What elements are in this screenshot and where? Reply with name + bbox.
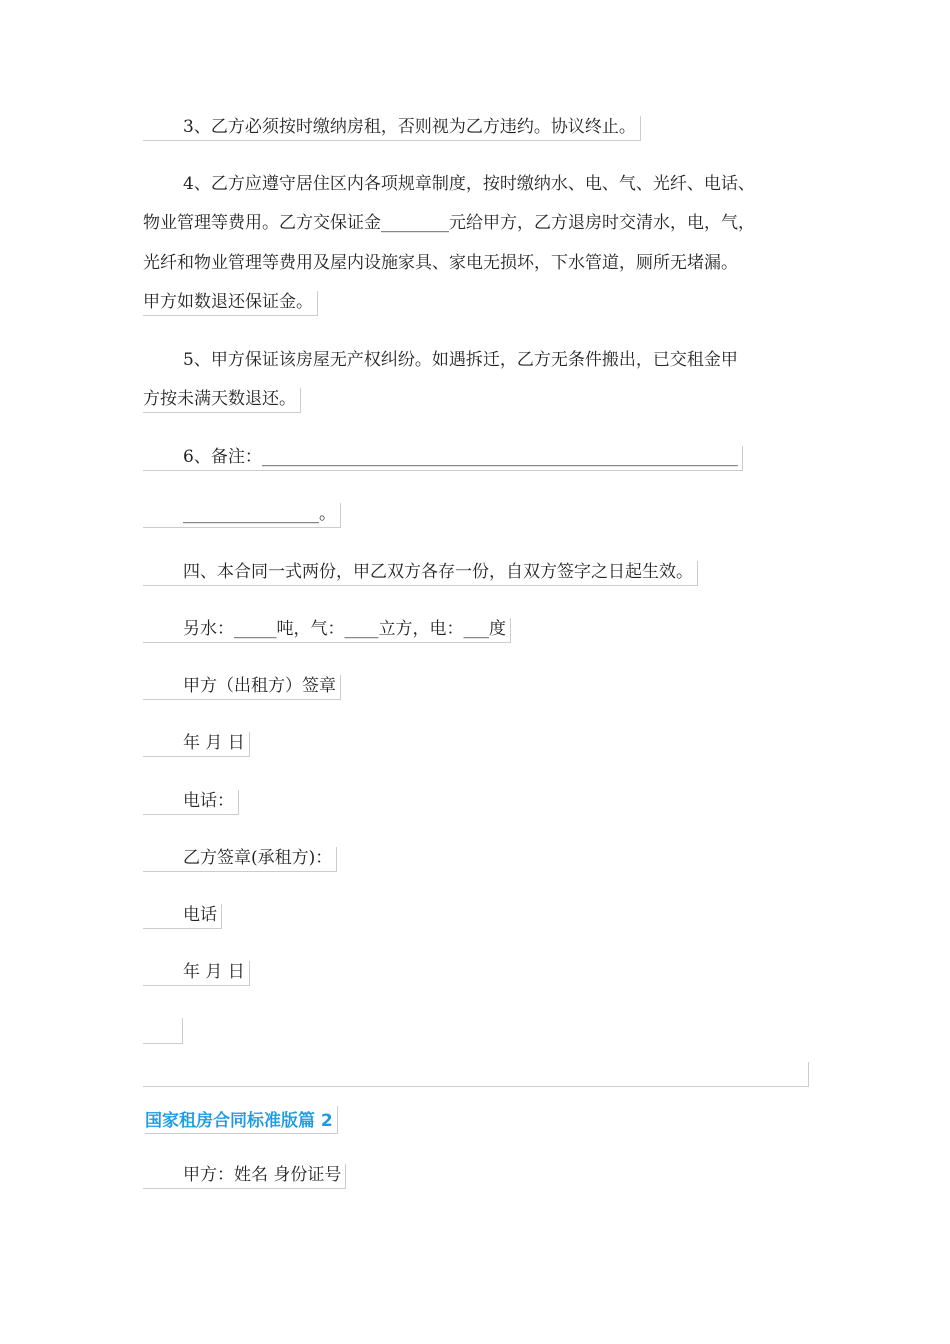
party-b-signature: 乙方签章(承租方)： [143,847,337,872]
clause-4-line-3: 光纤和物业管理等费用及屋内设施家具、家电无损坏，下水管道，厕所无堵漏。 [143,253,738,273]
party-a-signature: 甲方（出租方）签章 [143,675,341,700]
party-a-phone: 电话： [143,790,239,815]
clause-5-line-2: 方按未满天数退还。 [143,388,301,413]
clause-4-line-1: 4、乙方应遵守居住区内各项规章制度，按时缴纳水、电、气、光纤、电话、 [183,174,755,194]
party-a-date: 年 月 日 [143,732,250,757]
clause-copies: 四、本合同一式两份，甲乙双方各存一份，自双方签字之日起生效。 [143,561,698,586]
clause-4-line-4: 甲方如数退还保证金。 [143,291,318,316]
section-divider [143,1062,809,1087]
utility-readings: 另水：_____吨，气：____立方，电：___度 [143,618,511,643]
party-b-phone: 电话 [143,904,222,929]
clause-5-line-1: 5、甲方保证该房屋无产权纠纷。如遇拆迁，乙方无条件搬出，已交租金甲 [183,350,738,370]
section-heading: 国家租房合同标准版篇 2 [145,1106,338,1134]
clause-4-line-2: 物业管理等费用。乙方交保证金________元给甲方，乙方退房时交清水，电，气， [143,213,755,233]
party-a-info: 甲方：姓名 身份证号 [143,1164,346,1189]
empty-paragraph-box [143,1018,183,1044]
clause-6-remarks-cont: ________________。 [143,503,341,528]
party-b-date: 年 月 日 [143,961,250,986]
clause-6-remarks: 6、备注：________________________________________________________ [143,446,743,471]
clause-3: 3、乙方必须按时缴纳房租，否则视为乙方违约。协议终止。 [143,116,641,141]
